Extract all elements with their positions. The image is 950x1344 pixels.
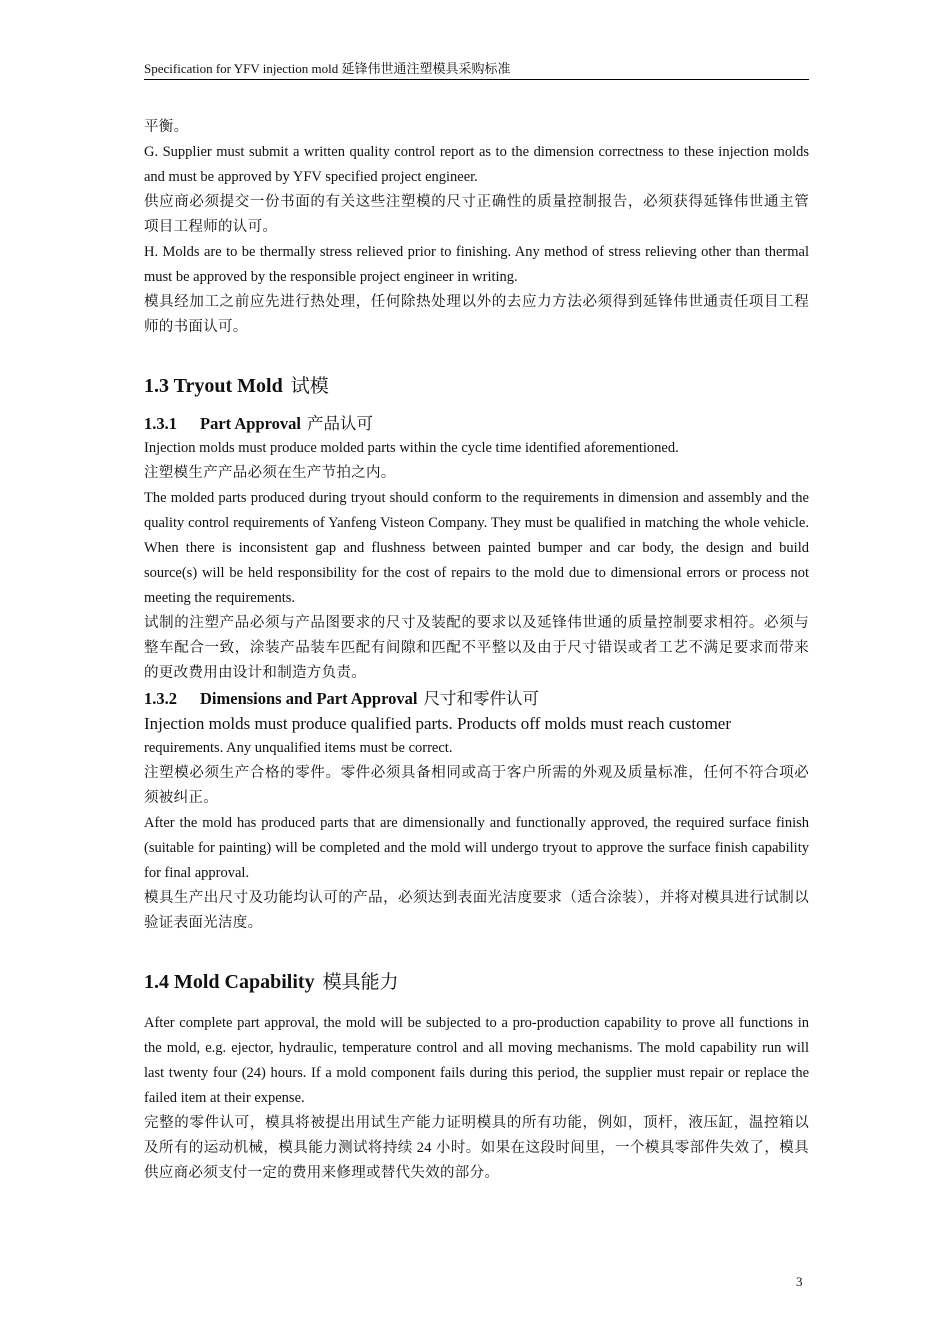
paragraph-g-zh: 供应商必须提交一份书面的有关这些注塑模的尺寸正确性的质量控制报告，必须获得延锋伟世通主管项目工程师的认可。 <box>144 194 809 235</box>
subsection-heading-en: Dimensions and Part Approval <box>200 689 418 708</box>
paragraph-qualified-parts-zh: 注塑模必须生产合格的零件。零件必须具备相同或高于客户所需的外观及质量标准，任何不符合项必须被纠正。 <box>144 765 809 806</box>
paragraph-tryout-parts-zh: 试制的注塑产品必须与产品图要求的尺寸及装配的要求以及延锋伟世通的质量控制要求相符。必须与整车配合一致，涂装产品装车匹配有间隙和匹配不平整以及由于尺寸错误或者工艺不满足要求而带来的更改费用由设计和制造方负责。 <box>144 615 809 681</box>
paragraph-qualified-parts-line2: requirements. Any unqualified items must be correct. <box>144 740 453 756</box>
section-heading-zh: 模具能力 <box>322 972 399 993</box>
paragraph-capability-zh: 完整的零件认可，模具将被提出用试生产能力证明模具的所有功能，例如，顶杆，液压缸，温控箱以及所有的运动机械，模具能力测试将持续 24 小时。如果在这段时间里，一个模具零部件失效了，模具供应商必须支付一定的费用来修理或替代失效的部分。 <box>144 1115 809 1181</box>
section-heading-en: 1.4 Mold Capability <box>144 971 315 993</box>
subsection-heading-zh: 产品认可 <box>307 414 373 433</box>
section-heading-zh: 试模 <box>290 376 329 397</box>
section-heading-tryout-mold <box>144 372 809 401</box>
subsection-heading-en: Part Approval <box>200 414 301 433</box>
paragraph-balance-cont: 平衡。 <box>144 119 189 135</box>
page-number: 3 <box>796 1274 803 1289</box>
subsection-number: 1.3.2 <box>144 689 177 708</box>
paragraph-tryout-parts-en: The molded parts produced during tryout should conform to the requirements in dimension and assembly and the quality control requirements of Yanfeng Visteon Company. They must be qualified in matching the whole vehicle. When there is inconsistent gap and flushness between painted bumper and car body, the design and build source(s) will be held responsibility for the cost of repairs to the mold due to dimensional errors or process not meeting the requirements. <box>144 490 809 606</box>
paragraph-g-en: G. Supplier must submit a written quality control report as to the dimension correctness to these injection molds and must be approved by YFV specified project engineer. <box>144 144 809 185</box>
paragraph-h-zh: 模具经加工之前应先进行热处理，任何除热处理以外的去应力方法必须得到延锋伟世通责任项目工程师的书面认可。 <box>144 294 809 335</box>
paragraph-surface-finish-en: After the mold has produced parts that are dimensionally and functionally approved, the required surface finish (suitable for painting) will be completed and the mold will undergo tryout to approve the surface finish capability for final approval. <box>144 815 809 881</box>
paragraph-surface-finish-zh: 模具生产出尺寸及功能均认可的产品，必须达到表面光洁度要求（适合涂装），并将对模具进行试制以验证表面光洁度。 <box>144 890 809 931</box>
subsection-heading-zh: 尺寸和零件认可 <box>423 689 539 708</box>
paragraph-cycle-time-zh: 注塑模生产产品必须在生产节拍之内。 <box>144 465 396 481</box>
paragraph-capability-en: After complete part approval, the mold will be subjected to a pro-production capability to prove all functions in the mold, e.g. ejector, hydraulic, temperature control and all moving mechanisms. The mold capability run will last twenty four (24) hours. If a mold component fails during this period, the supplier must repair or replace the failed item at their expense. <box>144 1015 809 1106</box>
section-heading-en: 1.3 Tryout Mold <box>144 375 283 397</box>
subsection-heading-dimensions-approval <box>144 686 809 711</box>
paragraph-h-en: H. Molds are to be thermally stress relieved prior to finishing. Any method of stress relieving other than thermal must be approved by the responsible project engineer in writing. <box>144 244 809 285</box>
document-body <box>144 115 809 1186</box>
subsection-number: 1.3.1 <box>144 414 177 433</box>
section-heading-mold-capability <box>144 968 809 997</box>
subsection-heading-part-approval <box>144 411 809 436</box>
paragraph-qualified-parts-line1: Injection molds must produce qualified parts. Products off molds must reach customer <box>144 714 732 733</box>
paragraph-cycle-time-en: Injection molds must produce molded parts within the cycle time identified aforementioned. <box>144 440 679 456</box>
running-header: Specification for YFV injection mold 延锋伟世通注塑模具采购标准 <box>144 60 809 80</box>
